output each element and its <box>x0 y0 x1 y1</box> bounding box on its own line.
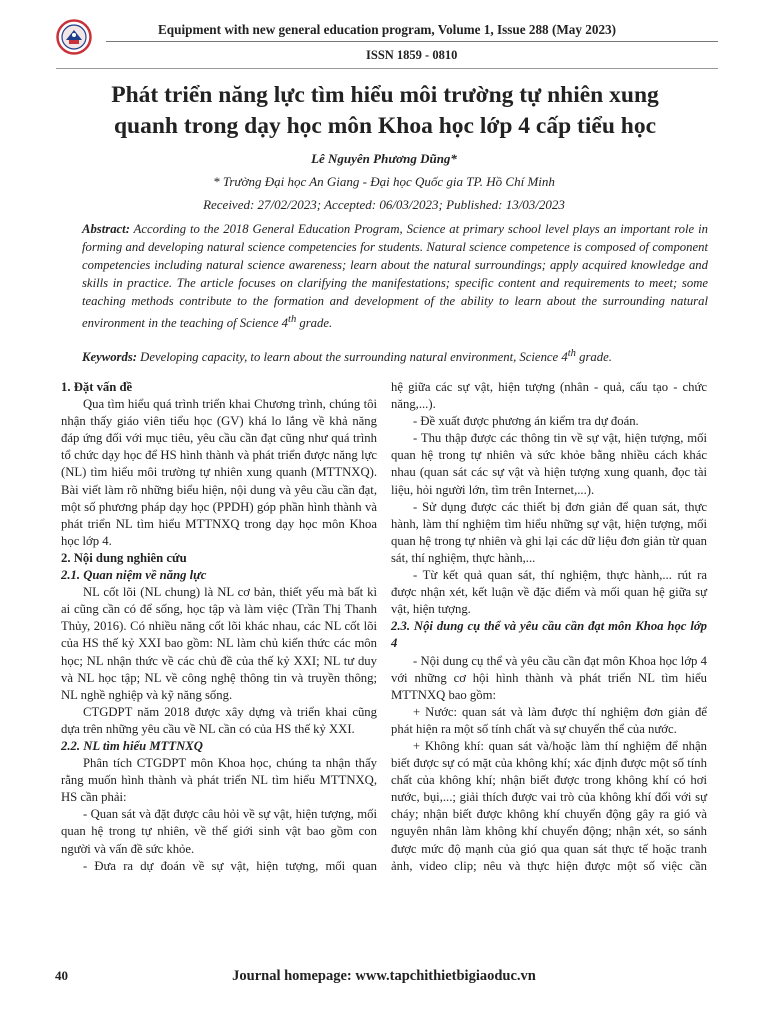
section-heading-2: 2. Nội dung nghiên cứu <box>61 550 187 565</box>
list-item: - Sử dụng được các thiết bị đơn giản để quan sát, thực hành, làm thí nghiệm tìm hiểu những sự vật, hiện tượng, mối quan hệ trong tự nhiên và ghi lại các dữ liệu đơn giản từ quan sát, thí nghiệm, thực hành,... <box>391 499 707 565</box>
list-item: - Quan sát và đặt được câu hỏi về sự vật, hiện tượng, mối quan hệ trong tự nhiên, về thế giới sinh vật bao gồm con người và vấn đề sức khỏe. <box>61 807 377 856</box>
paragraph: Phân tích CTGDPT môn Khoa học, chúng ta nhận thấy rằng muốn hình thành và phát triển NL tìm hiểu MTTNXQ, HS cần phải: <box>61 756 377 805</box>
left-column <box>61 379 377 875</box>
keywords-sup: th <box>567 348 576 359</box>
article-dates: Received: 27/02/2023; Accepted: 06/03/2023; Published: 13/03/2023 <box>203 197 565 212</box>
journal-logo <box>56 19 92 55</box>
keywords <box>82 345 722 366</box>
keywords-end: grade. <box>575 350 612 365</box>
list-item: - Đưa ra dự đoán về sự vật, hiện tượng, mối quan <box>83 858 377 873</box>
article-title: Phát triển năng lực tìm hiểu môi trường tự nhiên xung quanh trong dạy học môn Khoa học lớp 4 cấp tiểu học <box>111 82 659 139</box>
paragraph: CTGDPT năm 2018 được xây dựng và triển khai cũng dựa trên những yêu cầu về NL cần có của HS thế kỷ XXI. <box>61 704 377 736</box>
paragraph-continued: hệ giữa các sự vật, hiện tượng (nhân - quả, cấu tạo - chức năng,...). <box>391 380 707 412</box>
subsection-heading-2-3: 2.3. Nội dung cụ thể và yêu cầu cần đạt môn Khoa học lớp 4 <box>391 619 707 651</box>
keywords-label: Keywords: <box>82 350 137 365</box>
paragraph: NL cốt lõi (NL chung) là NL cơ bản, thiết yếu mà bất kì ai cũng cần có để sống, học tập và làm việc (Trần Thị Thanh Thủy, 2016). Có nhiều năng cốt lõi khác nhau, các NL cốt lõi của HS thế kỷ XXI bao gồm: NL làm chủ kiến thức các môn học; NL nhận thức về các chủ đề của thế kỷ XXI; NL tư duy và NL học tập; NL về công nghệ thông tin và truyền thông; NL nghề nghiệp và kỹ năng sống. <box>61 585 377 702</box>
list-item: - Từ kết quả quan sát, thí nghiệm, thực hành,... rút ra được nhận xét, kết luận về đặc điểm và mối quan hệ giữa sự vật, hiện tượng. <box>391 568 707 617</box>
list-item: - Thu thập được các thông tin về sự vật, hiện tượng, mối quan hệ trong tự nhiên và sức khỏe bằng nhiều cách khác nhau (quan sát các sự vật và hiện tượng xung quanh, đọc tài liệu, hỏi người lớn, tìm trên Internet,...). <box>391 431 707 497</box>
author-affiliation: * Trường Đại học An Giang - Đại học Quốc gia TP. Hồ Chí Minh <box>213 174 555 189</box>
list-item: + Không khí: quan sát và/hoặc làm thí nghiệm để nhận biết được sự có mặt của không khí; xác định được một số tính chất của không khí; nhận biết được trong không khí có hơi nước, bụi,...; giải thích được vai trò của không khí đối với sự cháy; nhận biết được không khí chuyển động gây ra gió và nguyên nhân làm không khí chuyển động; nhận xét, so sánh được mức độ mạnh của gió qua quan sát thực tế hoặc tranh ảnh, video clip; nêu và thực hiện được một số việc cần <box>391 738 707 873</box>
paragraph: - Nội dung cụ thể và yêu cầu cần đạt môn Khoa học lớp 4 với những cơ hội hình thành và phát triển NL tìm hiểu MTTNXQ bao gồm: <box>391 653 707 702</box>
section-heading-1: 1. Đặt vấn đề <box>61 380 133 394</box>
paragraph: Qua tìm hiểu quá trình triển khai Chương trình, chúng tôi nhận thấy giáo viên tiểu học (GV) khá lo lắng về khả năng đáp ứng đối với mục tiêu, yêu cầu cần đạt cũng như quá trình tổ chức dạy học để HS hình thành và phát triển được năng lực (NL) tìm hiểu môi trường tự nhiên xung quanh (MTTNXQ). Bài viết làm rõ những biểu hiện, nội dung và yêu cầu cần đạt, một số phương pháp dạy học (PPDH) góp phần hình thành và phát triển NL tìm hiểu MTTNXQ trong dạy học môn Khoa học lớp 4. <box>61 397 377 548</box>
right-column <box>391 379 707 875</box>
subsection-heading-2-2: 2.2. NL tìm hiểu MTTNXQ <box>61 738 203 753</box>
journal-title: Equipment with new general education program, Volume 1, Issue 288 (May 2023) <box>158 22 617 37</box>
abstract-end: grade. <box>296 315 333 330</box>
article-author: Lê Nguyên Phương Dũng* <box>311 151 457 166</box>
list-item: - Đề xuất được phương án kiểm tra dự đoán. <box>413 414 639 429</box>
header-divider-bottom <box>56 68 718 69</box>
issn: ISSN 1859 - 0810 <box>366 48 458 62</box>
page-number: 40 <box>55 968 68 983</box>
keywords-text: Developing capacity, to learn about the surrounding natural environment, Science 4 <box>140 350 568 365</box>
abstract-text: According to the 2018 General Education Program, Science at primary school level plays an important role in forming and developing natural science competencies for students. Natural science competence is composed of component competencies including natural science awareness; learn about the natural surroundings; apply acquired knowledge and skills in practice. The article focuses on clarifying the manifestations; specific content and requirements to meet; some teaching methods contribute to the formation and development of the ability to learn about the surrounding natural environment in the teaching of Science 4 <box>82 222 708 330</box>
abstract <box>82 221 708 333</box>
journal-homepage: Journal homepage: www.tapchithietbigiaoduc.vn <box>232 968 536 984</box>
abstract-label: Abstract: <box>82 222 130 236</box>
list-item: + Nước: quan sát và làm được thí nghiệm đơn giản để phát hiện ra một số tính chất và sự chuyển thể của nước. <box>391 704 707 736</box>
header-divider <box>106 41 718 42</box>
subsection-heading-2-1: 2.1. Quan niệm về năng lực <box>61 568 207 583</box>
abstract-sup: th <box>288 313 297 325</box>
